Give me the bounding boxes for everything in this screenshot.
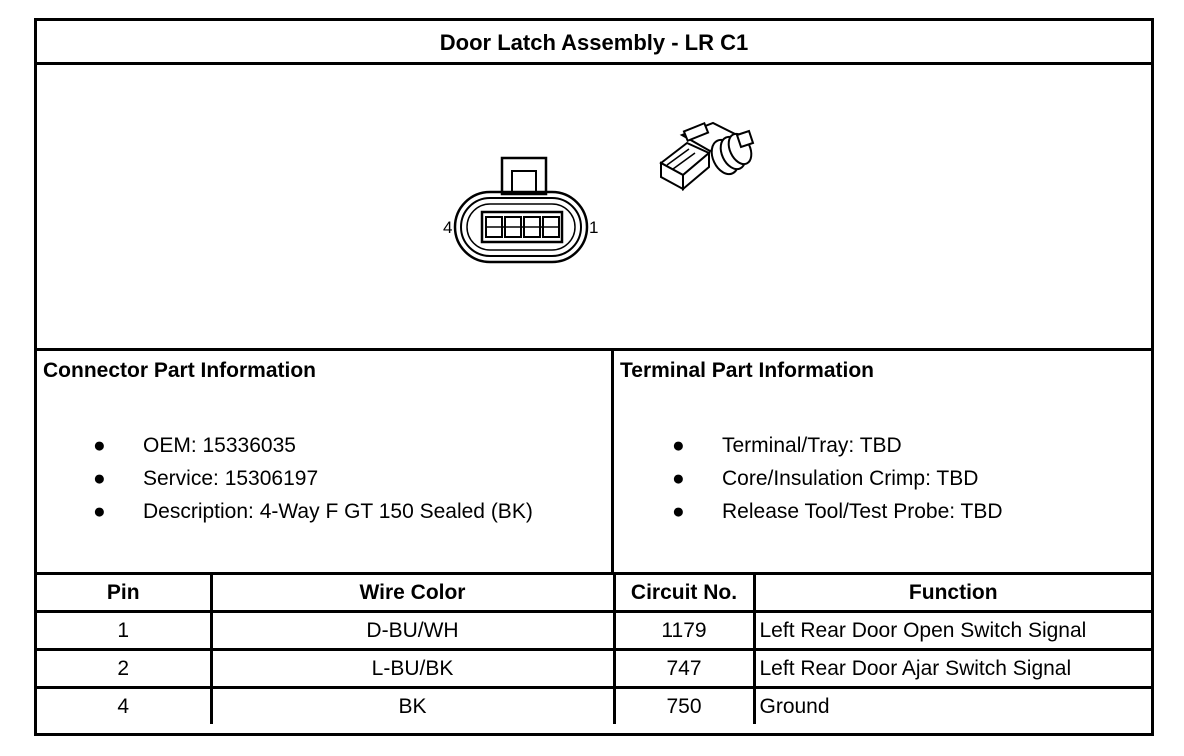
terminal-part-info (614, 351, 1151, 572)
list-item (672, 462, 1003, 495)
bullet-icon: ● (93, 500, 106, 523)
pinout-table (37, 572, 1151, 724)
cell-circuit: 747 (614, 650, 754, 688)
cell-function: Left Rear Door Open Switch Signal (754, 612, 1151, 650)
connector-info-heading: Connector Part Information (43, 359, 317, 382)
header-pin: Pin (37, 574, 211, 612)
list-item (93, 462, 533, 495)
page-title: Door Latch Assembly - LR C1 (37, 21, 1151, 65)
connector-sheet (34, 18, 1154, 736)
header-circuit-no: Circuit No. (614, 574, 754, 612)
connector-part-info (37, 351, 614, 572)
cell-pin: 4 (37, 688, 211, 725)
list-item (93, 495, 533, 528)
connector-figure (37, 65, 1151, 351)
header-wire-color: Wire Color (211, 574, 614, 612)
list-item (93, 429, 533, 462)
cell-circuit: 1179 (614, 612, 754, 650)
cell-wire-color: D-BU/WH (211, 612, 614, 650)
table-header-row (37, 574, 1151, 612)
release-tool-value: Release Tool/Test Probe: TBD (722, 500, 1003, 523)
cell-function: Ground (754, 688, 1151, 725)
bullet-icon: ● (93, 467, 106, 490)
bullet-icon: ● (672, 434, 685, 457)
core-crimp-value: Core/Insulation Crimp: TBD (722, 467, 979, 490)
list-item (672, 429, 1003, 462)
cell-wire-color: L-BU/BK (211, 650, 614, 688)
cell-pin: 2 (37, 650, 211, 688)
table-row (37, 650, 1151, 688)
cell-wire-color: BK (211, 688, 614, 725)
connector-info-list (93, 429, 533, 528)
table-row (37, 688, 1151, 725)
connector-drawing (37, 65, 1151, 348)
cell-circuit: 750 (614, 688, 754, 725)
service-value: Service: 15306197 (143, 467, 319, 490)
oem-value: OEM: 15336035 (143, 434, 296, 457)
cell-pin: 1 (37, 612, 211, 650)
header-function: Function (754, 574, 1151, 612)
bullet-icon: ● (93, 434, 106, 457)
pin-1-label: 1 (589, 218, 599, 237)
connector-isometric-image (661, 123, 756, 189)
pin-4-label: 4 (443, 218, 453, 237)
terminal-tray-value: Terminal/Tray: TBD (722, 434, 902, 457)
table-row (37, 612, 1151, 650)
description-value: Description: 4-Way F GT 150 Sealed (BK) (143, 500, 533, 523)
list-item (672, 495, 1003, 528)
bullet-icon: ● (672, 500, 685, 523)
cell-function: Left Rear Door Ajar Switch Signal (754, 650, 1151, 688)
terminal-info-list (672, 429, 1003, 528)
connector-face-view (455, 158, 587, 262)
bullet-icon: ● (672, 467, 685, 490)
terminal-info-heading: Terminal Part Information (620, 359, 874, 382)
